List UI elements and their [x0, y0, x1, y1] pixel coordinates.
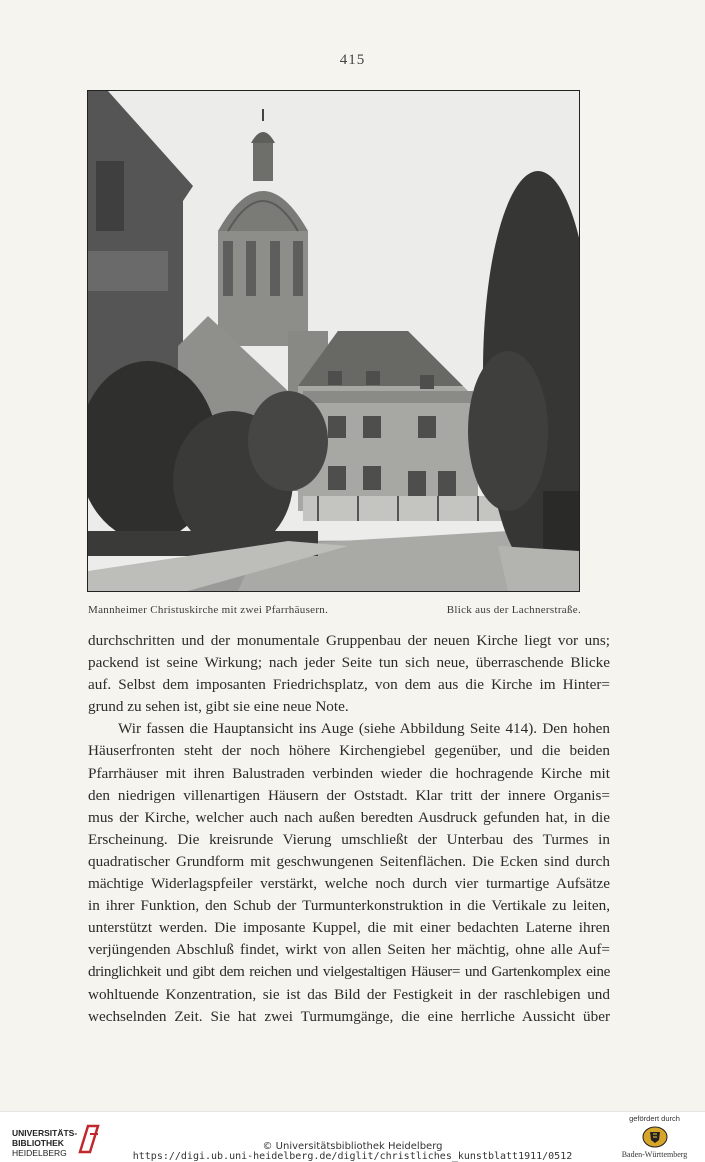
text-line: dringlichkeit und gibt dem reichen und vielgestaltigen Häuser= und Gartenkomplex eine	[88, 963, 610, 981]
text-line: wechselnden Zeit. Sie hat zwei Turmumgänge, die eine herrliche Aussicht über	[88, 1007, 610, 1025]
figure-caption-left: Mannheimer Christuskirche mit zwei Pfarrhäusern.	[88, 604, 329, 616]
text-line: Häuserfronten steht der noch höhere Kirchengiebel gegenüber, und die beiden	[88, 742, 610, 760]
text-line: Erscheinung. Die kreisrunde Vierung umschließt der Unterbau des Turmes in	[88, 830, 610, 848]
text-line: Pfarrhäuser mit ihren Balustraden verbinden wieder die hochragende Kirche mit	[88, 764, 610, 782]
text-line: verjüngenden Abschluß findet, wirkt von allen Seiten her mächtig, ohne alle Auf=	[88, 941, 610, 959]
funding-notice: gefördert durch Baden-Württemberg	[621, 1114, 688, 1159]
state-coat-of-arms-icon	[642, 1126, 668, 1148]
text-line: quadratischer Grundform mit geschwungenen Seitenflächen. Die Ecken sind durch	[88, 852, 610, 870]
library-name: UNIVERSITÄTS- BIBLIOTHEK HEIDELBERG	[12, 1128, 78, 1158]
text-line: durchschritten und der monumentale Gruppenbau der neuen Kirche liegt vor uns;	[88, 632, 610, 649]
figure-caption-right: Blick aus der Lachnerstraße.	[446, 604, 581, 616]
church-photograph	[87, 90, 580, 592]
text-line: mus der Kirche, welcher auch nach außen beredten Ausdruck gefunden hat, in die	[88, 808, 610, 826]
text-line: grund zu sehen ist, gibt sie eine neue Note.	[88, 698, 349, 716]
church-illustration	[88, 91, 579, 591]
text-line: auf. Selbst dem imposanten Friedrichsplatz, von dem aus die Kirche im Hinter=	[88, 676, 610, 694]
text-line: den niedrigen villenartigen Häusern der Oststadt. Klar tritt der innere Organis=	[88, 786, 610, 804]
text-line: mächtige Widerlagspfeiler verstärkt, welche noch durch vier turmartige Aufsätze	[88, 875, 610, 893]
text-line: wohltuende Konzentration, sie ist das Bild der Festigkeit in der raschlebigen und	[88, 985, 610, 1003]
footer-bar	[0, 1111, 705, 1162]
text-line: unterstützt werden. Die imposante Kuppel, die mit einer bedachten Laterne ihren	[88, 919, 610, 937]
body-text	[88, 630, 610, 1028]
copyright-notice: © Universitätsbibliothek Heidelberg	[262, 1141, 443, 1152]
text-line: Wir fassen die Hauptansicht ins Auge (siehe Abbildung Seite 414). Den hohen	[118, 720, 610, 738]
page-number: 415	[339, 52, 366, 68]
permalink-url[interactable]: https://digi.ub.uni-heidelberg.de/diglit/christliches_kunstblatt1911/0512	[132, 1151, 573, 1162]
text-line: packend ist seine Wirkung; nach jeder Seite tun sich neue, überraschende Blicke	[88, 654, 610, 672]
text-line: in ihrer Funktion, den Schub der Turmunterkonstruktion in die Vertikale zu leiten,	[88, 897, 610, 915]
